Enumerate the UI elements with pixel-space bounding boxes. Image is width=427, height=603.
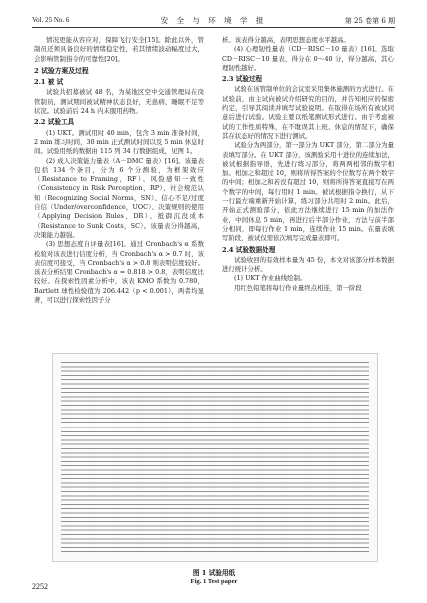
right-column (222, 36, 394, 293)
grid-row-gap (61, 492, 369, 495)
paragraph: 试验分为两部分，第一部分为 UKT 部分，第二部分为量表填写部分。在 UKT 部分，该测验采用十进位的连续加法，被试根据指导语，先进行练习部分，将两两相邻的数字相加。相加之和超过 10，则将所得答案的个位数写在两个数字的中间；相加之和若没有超过 10，则将所得答案直接写在两个数字的中间，每行用时 1 min。被试根据指令换行，从下一行最左端重新开始计算，练习部分共用时 2 min。此后，开始正式测验部分，依此方法继续进行 15 min 的加法作业，中间休息 5 min，再进行后半部分作业，方法与前半部分相同，即每行作业 1 min，连续作业 15 min。在量表填写阶段，被试仅需依次填写完成量表即可。 (222, 141, 394, 243)
subsection-heading: 2.3 试验过程 (222, 75, 263, 84)
header-issue: 第 25 卷第 6 期 (344, 17, 395, 25)
paragraph: (1) UKT。测试用时 40 min，包含 3 min 准备时间，2 min 练习时间，30 min 正式测试时间以及 5 min 休息时间。试验用纸的数据由 115 列 34 行数据组成，见图 1。 (34, 128, 204, 156)
running-header (32, 14, 395, 28)
header-journal: 安 全 与 环 境 学 报 (160, 16, 267, 25)
grid-row-gap (61, 424, 369, 427)
test-paper-image (52, 353, 378, 562)
paragraph: 用红色铅笔将每行作业量终点相连，第一阶段 (234, 283, 362, 292)
header-volume: Vol. 25 No. 6 (32, 16, 70, 24)
subsection-heading: 2.2 试验工具 (34, 118, 75, 127)
paragraph: (2) 成人决策能力量表（A－DMC 量表）[16]。该量表包括 134 个条目，分为 6 个分测验，为框架效应（Resistance to Framing，RF）、风险感知一致性（Consistency in Risk Perception，RP）、社会规范认知（Recognizing Social Norms，SN）、信心不足/过度自信（Under/overconfidence，UOC）、决策规则的使用（Applying Decision Rules，DR）、抵御沉没成本（Resistance to Sunk Costs，SC）。该量表分得越高，决策能力越强。 (34, 156, 204, 239)
section-heading: 2 试验方案及过程 (34, 66, 89, 75)
digit-grid (61, 362, 369, 553)
paragraph: (3) 思想态度自评量表[16]。通过 Cronbach's α 系数检验对该表进行信度分析，当 Cronbach's α > 0.7 时，该表信度可接受，当 Cronbach's α > 0.8 则表明信度较好。该表分析结果 Cronbach's α = 0.818 > 0.8，表明信度比较好。在探索性因素分析中，该表 KMO 系数为 0.780，Bartlett 球性检验值为 206.442（p < 0.001），两者均显著，可以进行探索性因子分 (34, 240, 204, 305)
paragraph: (4) 心理韧性量表（CD－RISC－10 量表）[16]。选取 CD－RISC－10 量表，得分在 0～40 分，得分越高，其心理韧性越好。 (222, 45, 394, 72)
paragraph: 试验收回的有效样本量为 45 份，本文对该部分样本数据进行统计分析。 (222, 255, 394, 274)
paragraph: 试验共招募被试 48 名，为某地区空中交通管理局在岗管制员，测试期间被试精神状态良好，无患病、睡眠不足等状况。试验前后 24 h 内未服用药物。 (34, 88, 204, 116)
paragraph: 试验在该管制单位的会议室采用集体施测的方式进行。在试验前，由主试向被试介绍研究的目的，并告知相应的保密约定，引导其阅读并填写试验说明。在取得在场所有被试同意后进行试验。试验主要以纸笔测试形式进行。由于考虑被试的工作性质特殊，在不耽误其上班、休息的情况下，确保其在状态好的情况下进行测试。 (222, 85, 394, 140)
left-column (34, 36, 204, 305)
paragraph: 情况更能从容应对，保障飞行安全[15]。除此以外，管制员还须具备良好的情绪稳定性，若其情绪波动幅度过大，会影响管制指令的可靠性[20]。 (34, 36, 204, 63)
subsection-heading: 2.4 试验数据处理 (222, 245, 276, 254)
figure-test-paper (34, 353, 394, 595)
figure-caption-en: Fig. 1 Test paper (190, 578, 238, 585)
paragraph: (1) UKT 作业曲线绘制。 (234, 274, 307, 283)
page-number: 2252 (32, 582, 48, 591)
figure-caption-cn: 图 1 试验用纸 (192, 569, 236, 577)
subsection-heading: 2.1 被 试 (34, 78, 64, 87)
paragraph: 析。该表得分越高，表明思想态度水平越高。 (222, 36, 350, 44)
